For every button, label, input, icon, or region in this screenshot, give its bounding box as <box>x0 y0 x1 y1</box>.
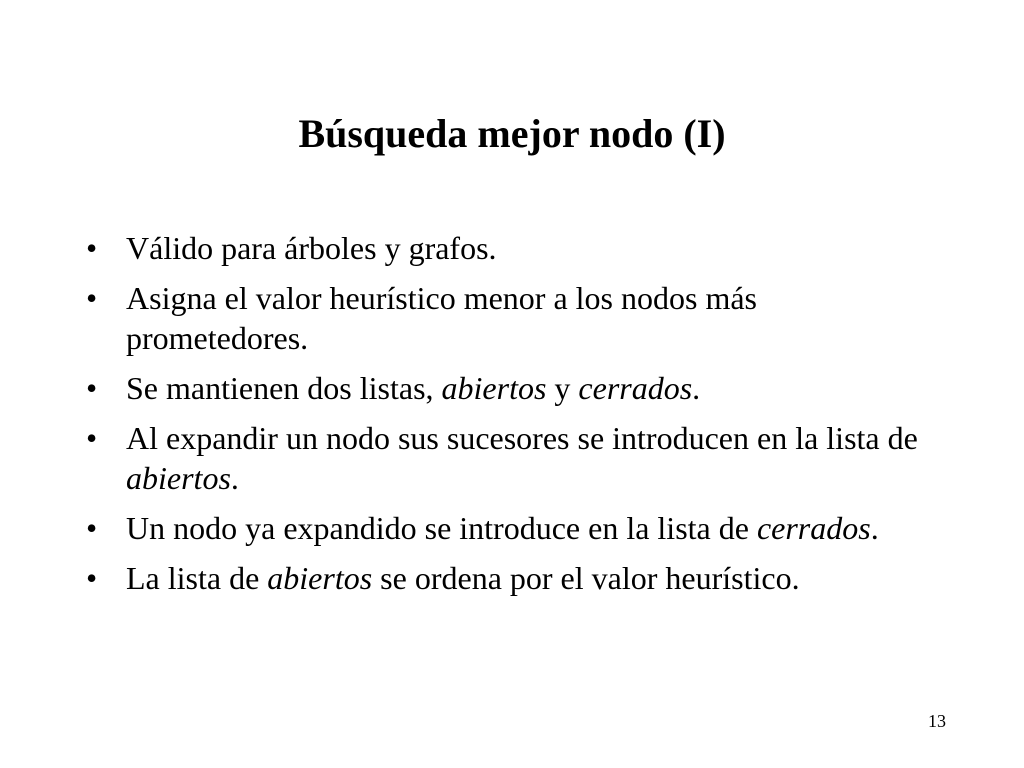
emphasized-term: cerrados <box>756 510 871 546</box>
bullet-text: Asigna el valor heurístico menor a los nodos más prometedores. <box>126 280 757 356</box>
bullet-text: Al expandir un nodo sus sucesores se introducen en la lista de <box>126 420 918 456</box>
emphasized-term: abiertos <box>267 560 373 596</box>
bullet-item <box>86 558 936 598</box>
bullet-text: . <box>692 370 701 406</box>
bullet-marker: • <box>86 510 98 546</box>
bullet-marker: • <box>86 280 98 316</box>
bullet-text: se ordena por el valor heurístico. <box>372 560 800 596</box>
bullet-item <box>86 368 936 408</box>
bullet-marker: • <box>86 230 98 266</box>
bullet-marker: • <box>86 370 98 406</box>
bullet-marker: • <box>86 420 98 456</box>
bullet-marker: • <box>86 560 98 596</box>
bullet-text: . <box>870 510 879 546</box>
bullet-text: Un nodo ya expandido se introduce en la lista de <box>126 510 757 546</box>
slide-title: Búsqueda mejor nodo (I) <box>298 111 726 156</box>
bullet-item <box>86 228 936 268</box>
page-number: 13 <box>928 711 946 731</box>
bullet-text: y <box>546 370 579 406</box>
bullet-list <box>86 228 936 608</box>
bullet-text: La lista de <box>126 560 268 596</box>
bullet-item <box>86 278 936 358</box>
emphasized-term: abiertos <box>126 460 231 496</box>
bullet-item <box>86 508 936 548</box>
bullet-text: . <box>230 460 239 496</box>
emphasized-term: abiertos <box>441 370 547 406</box>
bullet-item <box>86 418 936 498</box>
bullet-text: Válido para árboles y grafos. <box>126 230 497 266</box>
emphasized-term: cerrados <box>578 370 693 406</box>
bullet-text: Se mantienen dos listas, <box>126 370 442 406</box>
